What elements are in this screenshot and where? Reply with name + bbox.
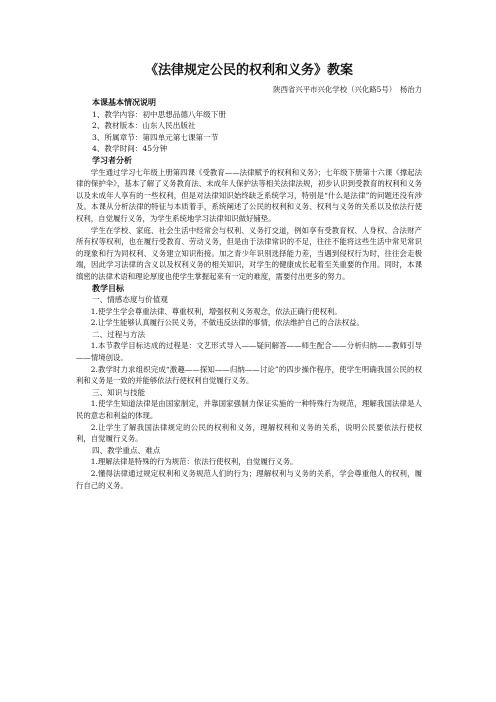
document-title: 《法律规定公民的权利和义务》教案 <box>144 63 353 78</box>
basic-info-item: 3、所属章节：第四单元第七课第一节 <box>92 132 219 142</box>
learner-analysis-paragraph-1: 学生通过学习七年级上册第四课《受教育——法律赋予的权利和义务》；七年级下册第十六课《撑起法律的保护伞》，基本了解了义务教育法、未成年人保护法等相关法律法规，初步认识到受教育的权利和义务以及未成年人享有的一些权利，但是对法律知识始终缺乏系统学习，特别是“什么是法律”的问题还没有涉及。本课从分析法律的特征与本质着手，系统阐述了公民的权利和义务、权利与义务的关系以及依法行使权利，自觉履行义务，为学生系统地学习法律知识做好铺垫。 <box>76 167 422 223</box>
goal-section-heading: 二、过程与方法 <box>92 329 146 339</box>
author-line: 陕西省兴平市兴化学校（兴化路5号） 杨治力 <box>273 85 422 94</box>
goal-paragraph: 1.理解法律是特殊的行为规范：依法行使权利，自觉履行义务。 <box>90 457 298 467</box>
goal-paragraph: 2.让学生能够认真履行公民义务，不做违反法律的事情，依法维护自己的合法权益。 <box>90 318 364 328</box>
basic-info-heading: 本课基本情况说明 <box>92 97 156 107</box>
goal-paragraph: 2.懂得法律通过规定权利和义务规范人们的行为；理解权利与义务的关系，学会尊重他人的权利，履行自己的义务。 <box>76 469 422 490</box>
goal-section-heading: 四、教学重点、难点 <box>92 445 161 455</box>
goal-paragraph: 1.本节教学目标达成的过程是：文艺形式导入——疑问解答——师生配合——分析归纳——教师引导——情境创设。 <box>76 341 422 363</box>
goal-paragraph: 1.使学生知道法律是由国家制定，并靠国家强制力保证实施的一种特殊行为规范，理解我国法律是人民的意志和利益的体现。 <box>76 399 422 421</box>
goal-section-heading: 三、知识与技能 <box>92 387 146 397</box>
goal-section-heading: 一、情感态度与价值观 <box>92 295 168 305</box>
basic-info-item: 1、教学内容：初中思想品德八年级下册 <box>92 109 226 119</box>
basic-info-item: 4、教学时间：45分钟 <box>92 144 168 154</box>
goal-paragraph: 1.使学生学会尊重法律、尊重权利，增强权利义务观念，依法正确行使权利。 <box>90 306 342 316</box>
learner-analysis-paragraph-2: 学生在学校、家庭、社会生活中经常会与权利、义务打交道，例如享有受教育权、人身权、合法财产所有权等权利，也在履行受教育、劳动义务，但是由于法律常识的不足，往往不能将这些生活中常见常识的现象和行为同权利、义务建立知识衔接。加之青少年识别选择能力差，当遇到侵权行为时，往往会走极端，因此学习法律的含义以及权利义务的相关知识，对学生的健康成长起着至关重要的作用。同时，本课缜密的法律术语和理论厚度也使学生掌握起来有一定的难度，需要付出更多的努力。 <box>76 225 422 281</box>
goal-paragraph: 2.让学生了解我国法律规定的公民的权利和义务，理解权利和义务的关系，说明公民要依法行使权利，自觉履行义务。 <box>76 422 422 444</box>
teaching-goals-heading: 教学目标 <box>92 282 124 293</box>
learner-analysis-heading: 学习者分析 <box>92 154 132 165</box>
basic-info-item: 2、教材版本：山东人民出版社 <box>92 121 196 131</box>
goal-paragraph: 2.教学时力求组织完成“激趣——探知——归纳——讨论”的四步操作程序，使学生明确我国公民的权利和义务是一致的并能够依法行使权利自觉履行义务。 <box>76 364 422 386</box>
